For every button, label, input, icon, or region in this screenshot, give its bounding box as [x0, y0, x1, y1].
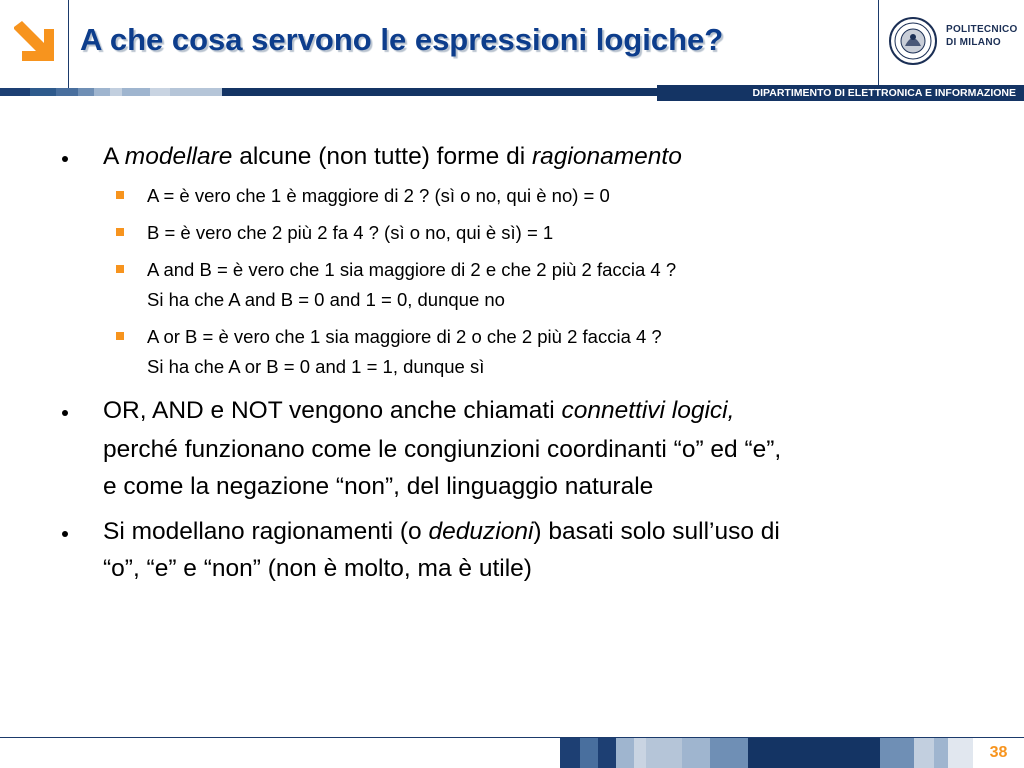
sub-bullet-square [116, 265, 124, 273]
bullet-connettivi-line2: perché funzionano come le congiunzioni coordinanti “o” ed “e”, [103, 436, 782, 463]
bullet-dot [62, 410, 68, 416]
polimi-arrow-icon [10, 17, 60, 67]
sub-bullet-square [116, 228, 124, 236]
institution-name [946, 23, 1018, 49]
department-label: DIPARTIMENTO DI ELETTRONICA E INFORMAZIONE [657, 85, 1024, 101]
bullet-modellare: A modellare alcune (non tutte) forme di ragionamento [103, 143, 682, 170]
politecnico-seal-icon [888, 16, 938, 66]
sub-bullet-and-line2: Si ha che A and B = 0 and 1 = 0, dunque no [147, 289, 505, 310]
header-divider-left [68, 0, 69, 88]
bullet-connettivi-line1: OR, AND e NOT vengono anche chiamati connettivi logici, [103, 397, 735, 424]
sub-bullet-square [116, 332, 124, 340]
sub-bullet-a: A = è vero che 1 è maggiore di 2 ? (sì o no, qui è no) = 0 [147, 185, 610, 206]
institution-name-line1: POLITECNICO [946, 24, 1018, 35]
page-number: 38 [973, 738, 1024, 768]
bullet-deduzioni-line1: Si modellano ragionamenti (o deduzioni) basati solo sull’uso di [103, 518, 780, 545]
sub-bullet-or-line1: A or B = è vero che 1 sia maggiore di 2 o che 2 più 2 faccia 4 ? [147, 326, 662, 347]
sub-bullet-or-line2: Si ha che A or B = 0 and 1 = 1, dunque sì [147, 356, 485, 377]
sub-bullet-and-line1: A and B = è vero che 1 sia maggiore di 2 e che 2 più 2 faccia 4 ? [147, 259, 677, 280]
sub-bullet-square [116, 191, 124, 199]
bullet-dot [62, 531, 68, 537]
institution-name-line2: DI MILANO [946, 37, 1001, 48]
bullet-connettivi-line3: e come la negazione “non”, del linguaggio naturale [103, 473, 654, 500]
footer-color-band [0, 738, 1024, 768]
sub-bullet-b: B = è vero che 2 più 2 fa 4 ? (sì o no, qui è sì) = 1 [147, 222, 554, 243]
bullet-deduzioni-line2: “o”, “e” e “non” (non è molto, ma è utile) [103, 555, 532, 582]
header-divider-right [878, 0, 879, 88]
bullet-dot [62, 156, 68, 162]
slide-title: A che cosa servono le espressioni logiche? [80, 22, 724, 57]
